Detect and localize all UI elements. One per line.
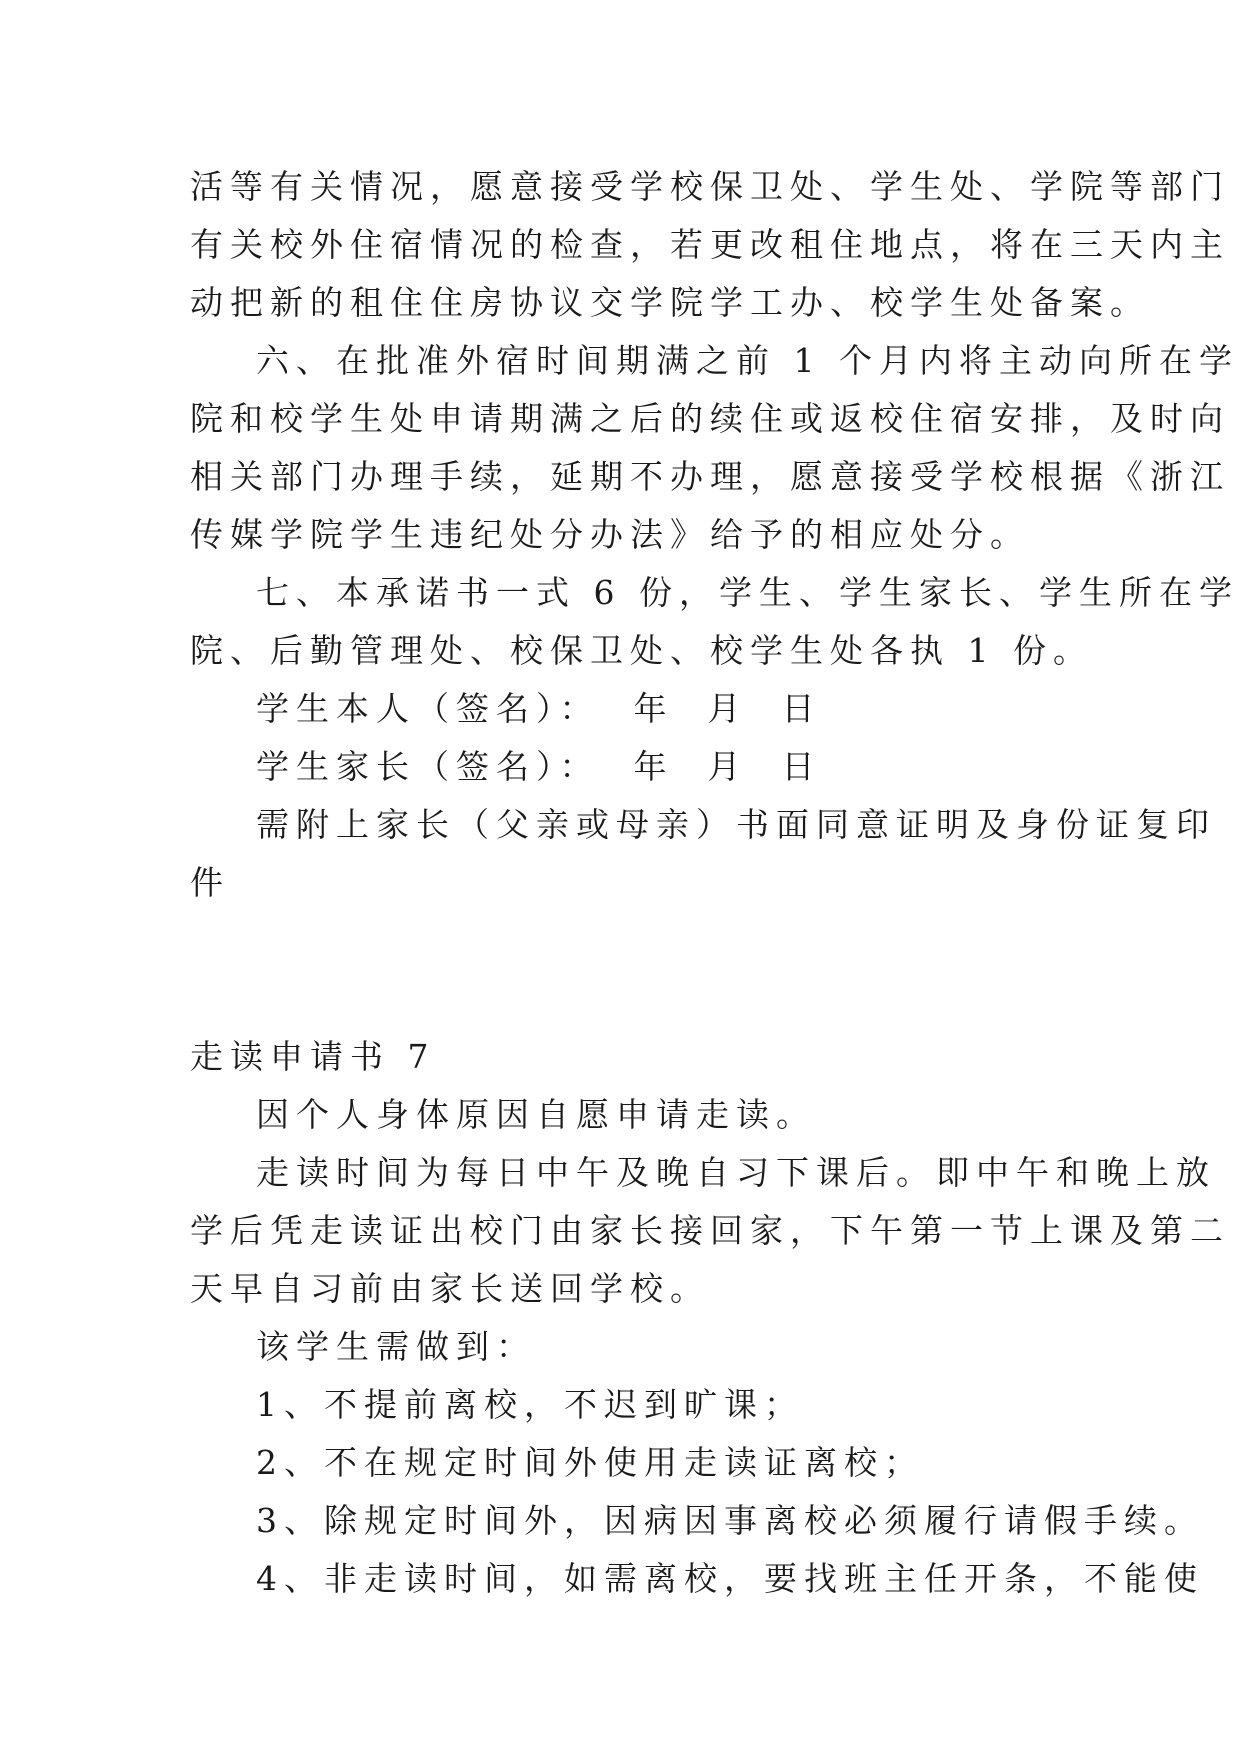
document-body	[190, 158, 1239, 1608]
text-line: 动把新的租住住房协议交学院学工办、校学生处备案。	[190, 283, 1150, 322]
spacer	[190, 912, 1052, 1028]
text-line: 七、本承诺书一式 6 份，学生、学生家长、学生所在学	[256, 573, 1239, 612]
text-line: 学后凭走读证出校门由家长接回家，下午第一节上课及第二	[190, 1211, 1230, 1250]
parent-signature-year: 年	[633, 747, 674, 786]
requirement-item: 2、不在规定时间外使用走读证离校；	[256, 1443, 924, 1482]
text-line: 六、在批准外宿时间期满之前 1 个月内将主动向所在学	[256, 341, 1239, 380]
requirements-intro: 该学生需做到：	[256, 1327, 536, 1366]
student-signature-label: 学生本人（签名）：	[256, 689, 600, 728]
text-line: 院、后勤管理处、校保卫处、校学生处各执 1 份。	[190, 631, 1093, 670]
text-line: 相关部门办理手续，延期不办理，愿意接受学校根据《浙江	[190, 457, 1230, 496]
text-line: 传媒学院学生违纪处分办法》给予的相应处分。	[190, 515, 1030, 554]
parent-signature-label: 学生家长（签名）：	[256, 747, 600, 786]
requirement-item: 1、不提前离校，不迟到旷课；	[256, 1385, 804, 1424]
text-line: 天早自习前由家长送回学校。	[190, 1269, 710, 1308]
student-signature-month: 月	[707, 689, 748, 728]
attachment-note: 需附上家长（父亲或母亲）书面同意证明及身份证复印	[256, 805, 1216, 844]
text-line: 活等有关情况，愿意接受学校保卫处、学生处、学院等部门	[190, 167, 1230, 206]
student-signature-day: 日	[781, 689, 822, 728]
student-signature-year: 年	[633, 689, 674, 728]
section-title: 走读申请书 7	[190, 1037, 436, 1076]
text-line: 走读时间为每日中午及晚自习下课后。即中午和晚上放	[256, 1153, 1216, 1192]
parent-signature-day: 日	[781, 747, 822, 786]
attachment-note: 件	[190, 863, 230, 902]
parent-signature-month: 月	[707, 747, 748, 786]
text-line: 因个人身体原因自愿申请走读。	[256, 1095, 816, 1134]
text-line: 院和校学生处申请期满之后的续住或返校住宿安排，及时向	[190, 399, 1230, 438]
student-signature-line	[190, 680, 1052, 738]
requirement-item: 4、非走读时间，如需离校，要找班主任开条，不能使	[256, 1559, 1204, 1598]
requirement-item: 3、除规定时间外，因病因事离校必须履行请假手续。	[256, 1501, 1204, 1540]
parent-signature-line	[190, 738, 1052, 796]
text-line: 有关校外住宿情况的检查，若更改租住地点，将在三天内主	[190, 225, 1230, 264]
